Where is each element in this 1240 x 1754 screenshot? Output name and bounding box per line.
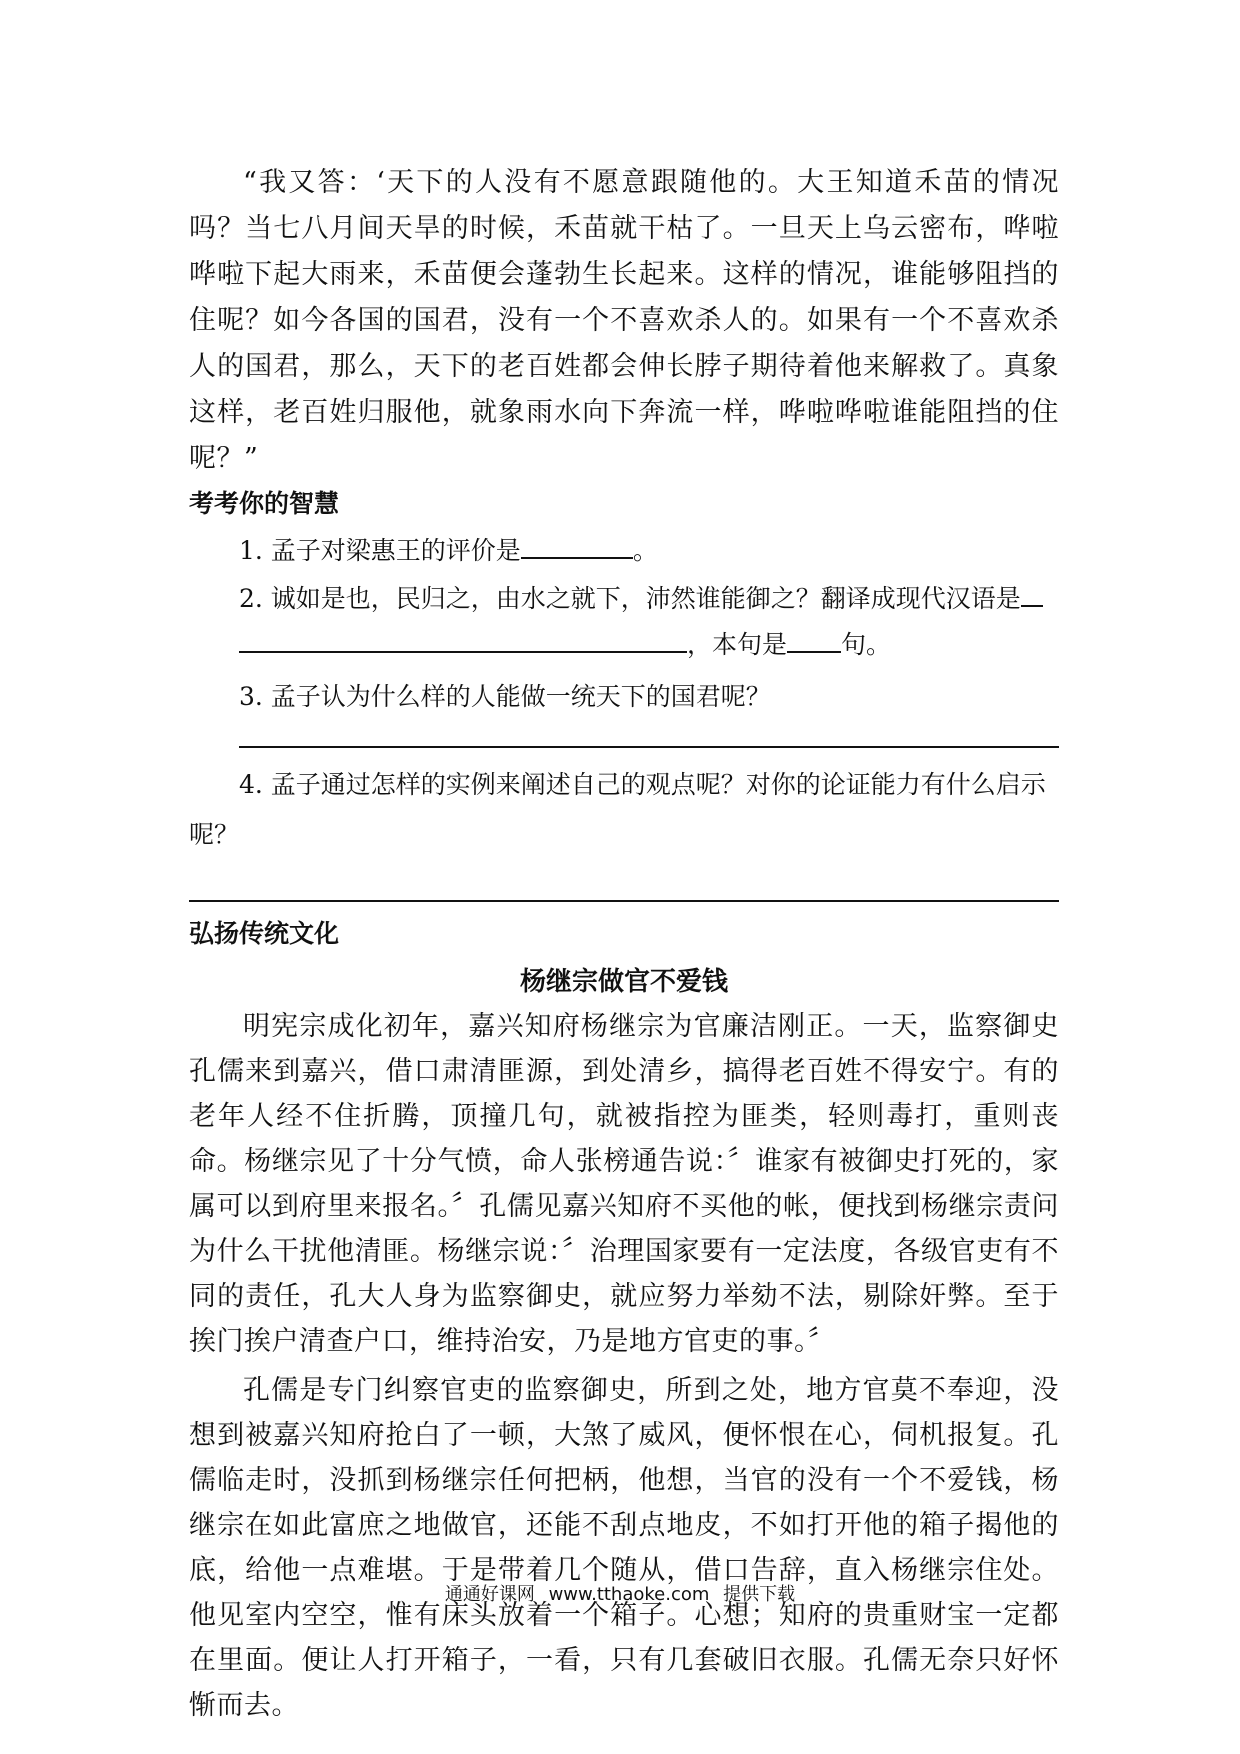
answer-line-3[interactable] bbox=[239, 744, 1059, 748]
section-heading-culture: 弘扬传统文化 bbox=[189, 919, 340, 948]
story-title: 杨继宗做官不爱钱 bbox=[519, 967, 728, 997]
footer-url: www.tthaoke.com bbox=[548, 1584, 710, 1605]
story-paragraph-1: 明宪宗成化初年，嘉兴知府杨继宗为官廉洁刚正。一天，监察御史孔儒来到嘉兴，借口肃清匪源，到处清乡，搞得老百姓不得安宁。有的老年人经不住折腾，顶撞几句，就被指控为匪类，轻则毒打，重则丧命。杨继宗见了十分气愤，命人张榜通告说：〞谁家有被御史打死的，家属可以到府里来报名。〞孔儒见嘉兴知府不买他的帐，便找到杨继宗责问为什么干扰他清匪。杨继宗说：〞治理国家要有一定法度，各级官吏有不同的责任，孔大人身为监察御史，就应努力举劾不法，剔除奸弊。至于挨门挨户清查户口，维持治安，乃是地方官吏的事。〞 bbox=[189, 1011, 1059, 1357]
answer-blank-2c[interactable] bbox=[787, 627, 841, 653]
footer-note: 提供下载 bbox=[723, 1584, 796, 1605]
question-1-text: 1. 孟子对梁惠王的评价是 bbox=[239, 536, 521, 565]
question-2 bbox=[189, 576, 1059, 622]
answer-blank-2b[interactable] bbox=[239, 627, 687, 653]
answer-blank-2a[interactable] bbox=[1021, 581, 1043, 607]
section-heading-quiz: 考考你的智慧 bbox=[189, 489, 340, 518]
answer-blank-1[interactable] bbox=[521, 533, 633, 559]
document-body bbox=[189, 160, 1059, 1728]
page-footer bbox=[0, 1580, 1240, 1606]
question-4: 4. 孟子通过怎样的实例来阐述自己的观点呢？对你的论证能力有什么启示呢？ bbox=[189, 770, 1046, 849]
question-3: 3. 孟子认为什么样的人能做一统天下的国君呢？ bbox=[239, 682, 771, 711]
question-2-continued bbox=[189, 622, 1059, 668]
question-2-text: 2. 诚如是也，民归之，由水之就下，沛然谁能御之？翻译成现代汉语是 bbox=[239, 584, 1021, 613]
question-2-mid: ，本句是 bbox=[687, 630, 788, 659]
answer-line-4[interactable] bbox=[189, 898, 1059, 902]
question-1-end: 。 bbox=[632, 536, 658, 565]
question-2-end: 句。 bbox=[841, 630, 892, 659]
passage-paragraph: “我又答：‘天下的人没有不愿意跟随他的。大王知道禾苗的情况吗？当七八月间天旱的时候，禾苗就干枯了。一旦天上乌云密布，哗啦哗啦下起大雨来，禾苗便会蓬勃生长起来。这样的情况，谁能够阻挡的住呢？如今各国的国君，没有一个不喜欢杀人的。如果有一个不喜欢杀人的国君，那么，天下的老百姓都会伸长脖子期待着他来解救了。真象这样，老百姓归服他，就象雨水向下奔流一样，哗啦哗啦谁能阻挡的住呢？” bbox=[189, 167, 1059, 474]
footer-site-name: 通通好课网 bbox=[444, 1584, 535, 1605]
story-paragraph-2: 孔儒是专门纠察官吏的监察御史，所到之处，地方官莫不奉迎，没想到被嘉兴知府抢白了一顿，大煞了威风，便怀恨在心，伺机报复。孔儒临走时，没抓到杨继宗任何把柄，他想，当官的没有一个不爱钱，杨继宗在如此富庶之地做官，还能不刮点地皮，不如打开他的箱子揭他的底，给他一点难堪。于是带着几个随从，借口告辞，直入杨继宗住处。他见室内空空，惟有床头放着一个箱子。心想；知府的贵重财宝一定都在里面。便让人打开箱子，一看，只有几套破旧衣服。孔儒无奈只好怀惭而去。 bbox=[189, 1375, 1059, 1721]
question-1 bbox=[189, 528, 1059, 574]
